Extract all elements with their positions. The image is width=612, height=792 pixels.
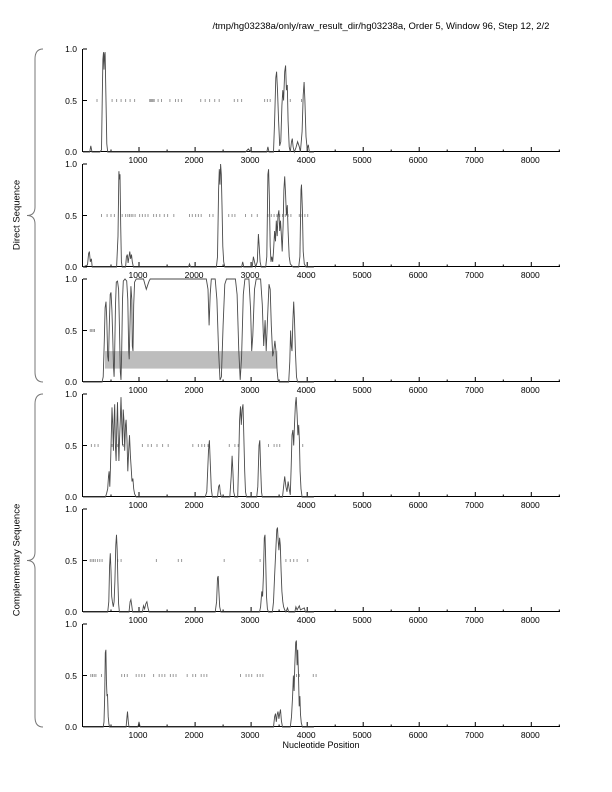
- direct-frame-2-canvas: [83, 164, 561, 267]
- x-tick-label: 5000: [352, 155, 372, 165]
- complementary-group-brace: [27, 394, 43, 727]
- x-tick-label: 3000: [240, 730, 260, 740]
- y-tick-label: 1.0: [65, 44, 77, 54]
- x-tick-label: 5000: [352, 500, 372, 510]
- x-tick-label: 3000: [240, 270, 260, 280]
- x-tick-label: 2000: [184, 615, 204, 625]
- x-tick-label: 2000: [184, 385, 204, 395]
- subplot-complementary-frame-1: [82, 394, 560, 497]
- x-tick-label: 8000: [520, 155, 540, 165]
- codon-marks: [90, 329, 94, 332]
- x-tick-label: 6000: [408, 730, 428, 740]
- x-tick-label: 6000: [408, 615, 428, 625]
- complementary-frame-3-canvas: [83, 624, 561, 727]
- y-tick-label: 0.5: [65, 670, 77, 681]
- y-tick-label: 0.0: [65, 147, 77, 157]
- x-axis-title: Nucleotide Position: [282, 740, 360, 750]
- direct-frame-1-curve: [83, 52, 314, 152]
- y-tick-label: 1.0: [65, 619, 77, 629]
- x-tick-label: 1000: [128, 730, 148, 740]
- tick-marks: [83, 624, 559, 727]
- x-tick-label: 8000: [520, 615, 540, 625]
- y-tick-label: 0.0: [65, 262, 77, 272]
- x-tick-label: 5000: [352, 385, 372, 395]
- x-tick-label: 1000: [128, 615, 148, 625]
- x-tick-label: 8000: [520, 730, 540, 740]
- x-tick-label: 3000: [240, 385, 260, 395]
- direct-frame-3-canvas: [83, 279, 561, 382]
- direct-group-brace: [27, 49, 43, 382]
- x-tick-label: 2000: [184, 730, 204, 740]
- x-tick-label: 7000: [464, 385, 484, 395]
- x-tick-label: 1000: [128, 500, 148, 510]
- x-tick-label: 1000: [128, 385, 148, 395]
- x-tick-label: 8000: [520, 270, 540, 280]
- page-title: /tmp/hg03238a/only/raw_result_dir/hg03238a, Order 5, Window 96, Step 12, 2/2: [212, 21, 550, 32]
- complementary-frame-1-curve: [83, 397, 314, 497]
- x-tick-label: 6000: [408, 500, 428, 510]
- tick-marks: [83, 394, 559, 497]
- x-tick-label: 2000: [184, 500, 204, 510]
- direct-sequence-label: Direct Sequence: [11, 179, 23, 251]
- x-tick-label: 3000: [240, 500, 260, 510]
- subplot-direct-frame-2: [82, 164, 560, 267]
- y-tick-label: 1.0: [65, 159, 77, 169]
- x-tick-label: 6000: [408, 270, 428, 280]
- x-tick-label: 4000: [296, 730, 316, 740]
- y-tick-label: 1.0: [65, 504, 77, 514]
- x-tick-label: 4000: [296, 615, 316, 625]
- x-tick-label: 1000: [128, 270, 148, 280]
- tick-marks: [83, 164, 559, 267]
- y-tick-label: 0.0: [65, 377, 77, 387]
- x-tick-label: 4000: [296, 155, 316, 165]
- y-tick-label: 0.5: [65, 555, 77, 566]
- complementary-frame-2-curve: [83, 528, 314, 613]
- x-tick-label: 3000: [240, 155, 260, 165]
- x-tick-label: 7000: [464, 500, 484, 510]
- y-tick-label: 0.5: [65, 325, 77, 336]
- x-tick-label: 7000: [464, 615, 484, 625]
- x-tick-label: 4000: [296, 270, 316, 280]
- codon-marks: [91, 444, 302, 447]
- x-tick-label: 5000: [352, 270, 372, 280]
- x-tick-label: 7000: [464, 730, 484, 740]
- tick-marks: [83, 509, 559, 612]
- y-tick-label: 0.5: [65, 440, 77, 451]
- x-tick-label: 7000: [464, 270, 484, 280]
- subplot-direct-frame-1: [82, 49, 560, 152]
- codon-marks: [102, 214, 308, 217]
- y-tick-label: 1.0: [65, 389, 77, 399]
- x-tick-label: 6000: [408, 385, 428, 395]
- x-tick-label: 8000: [520, 385, 540, 395]
- y-tick-label: 0.0: [65, 607, 77, 617]
- x-tick-label: 2000: [184, 155, 204, 165]
- y-tick-label: 0.0: [65, 722, 77, 732]
- x-tick-label: 4000: [296, 500, 316, 510]
- complementary-frame-3-curve: [83, 641, 314, 728]
- complementary-frame-2-canvas: [83, 509, 561, 612]
- x-tick-label: 5000: [352, 615, 372, 625]
- codon-marks: [91, 674, 316, 677]
- x-tick-label: 5000: [352, 730, 372, 740]
- complementary-frame-1-canvas: [83, 394, 561, 497]
- x-tick-label: 7000: [464, 155, 484, 165]
- complementary-sequence-label: Complementary Sequence: [11, 503, 23, 617]
- y-tick-label: 0.5: [65, 210, 77, 221]
- x-tick-label: 3000: [240, 615, 260, 625]
- x-tick-label: 6000: [408, 155, 428, 165]
- x-tick-label: 2000: [184, 270, 204, 280]
- y-tick-label: 0.0: [65, 492, 77, 502]
- codon-marks: [97, 99, 302, 102]
- subplot-direct-frame-3: [82, 279, 560, 382]
- x-tick-label: 4000: [296, 385, 316, 395]
- y-tick-label: 1.0: [65, 274, 77, 284]
- subplot-complementary-frame-3: [82, 624, 560, 727]
- subplot-complementary-frame-2: [82, 509, 560, 612]
- y-tick-label: 0.5: [65, 95, 77, 106]
- predicted-gene-bar: [105, 351, 278, 369]
- x-tick-label: 1000: [128, 155, 148, 165]
- x-tick-label: 8000: [520, 500, 540, 510]
- direct-frame-1-canvas: [83, 49, 561, 152]
